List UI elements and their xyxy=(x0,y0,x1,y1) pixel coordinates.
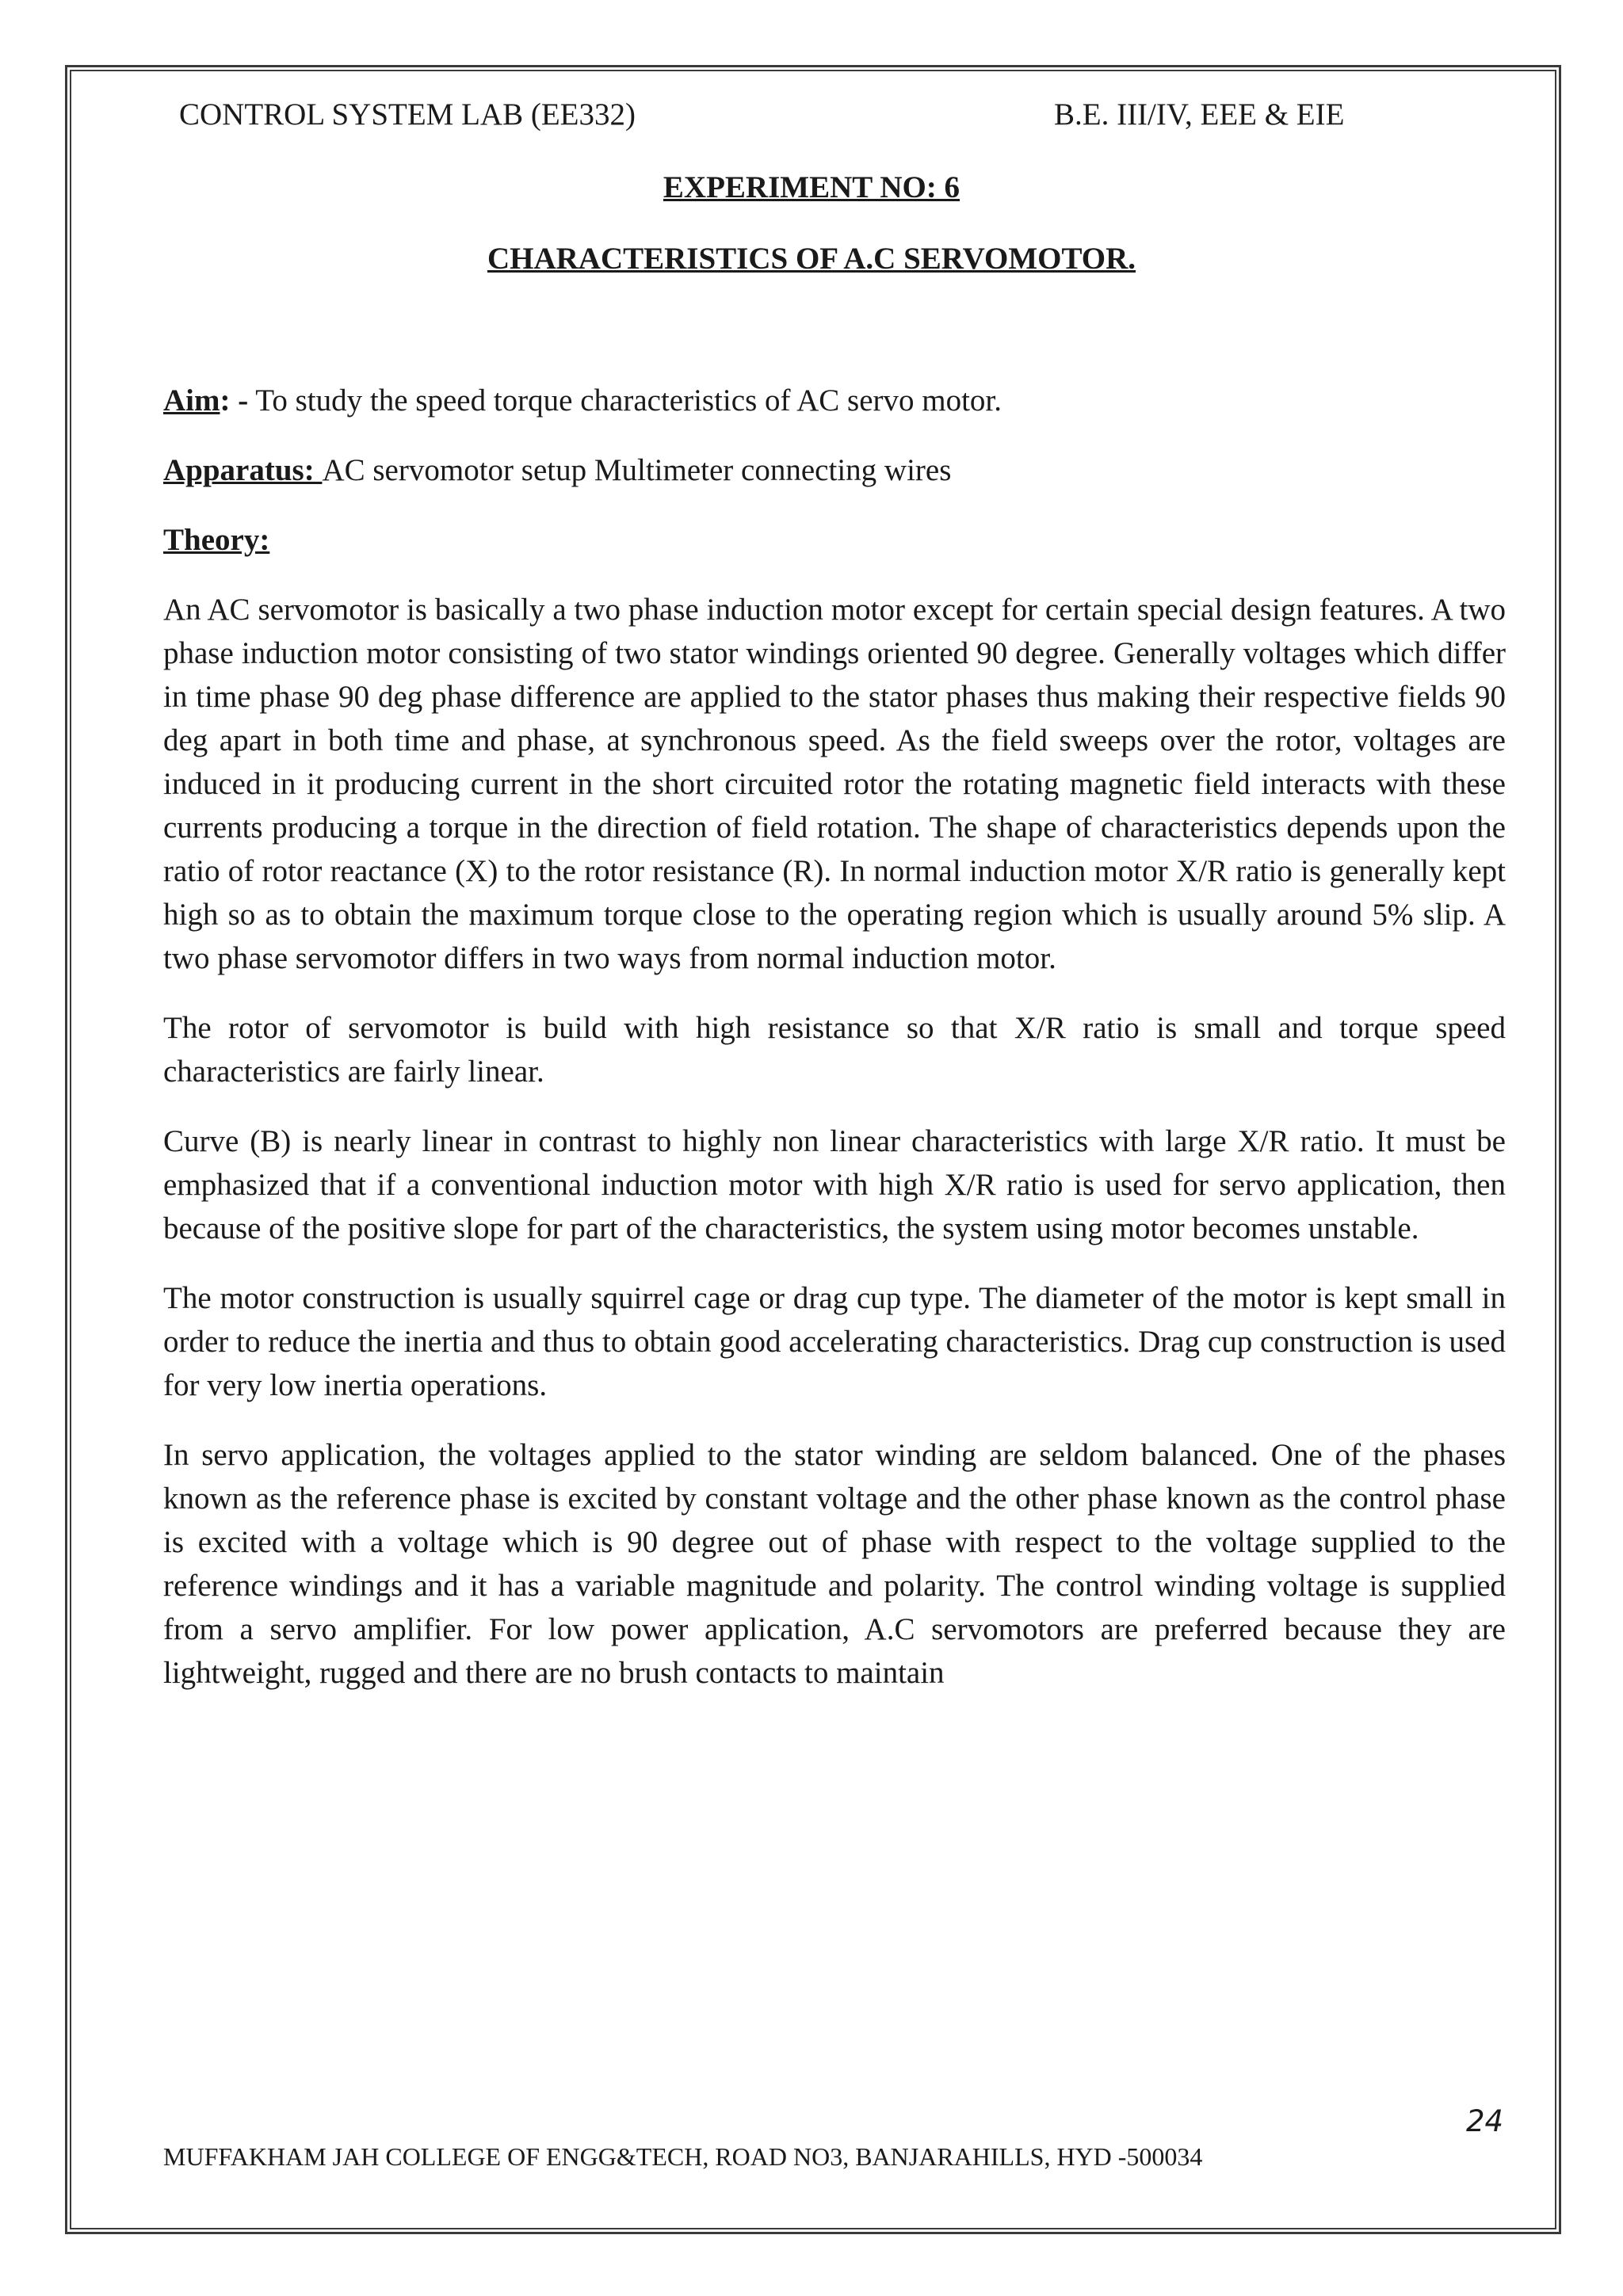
theory-paragraph: The motor construction is usually squirrel cage or drag cup type. The diameter of the motor is kept small in order to reduce the inertia and thus to obtain good accelerating characteristics. Drag cup construction is used for very low inertia operations. xyxy=(163,1281,1506,1402)
theory-paragraph: An AC servomotor is basically a two phase induction motor except for certain special design features. A two phase induction motor consisting of two stator windings oriented 90 degree. Generally voltages which differ in time phase 90 deg phase difference are applied to the stator phases thus making their respective fields 90 deg apart in both time and phase, at synchronous speed. As the field sweeps over the rotor, voltages are induced in it producing current in the short circuited rotor the rotating magnetic field interacts with these currents producing a torque in the direction of field rotation. The shape of characteristics depends upon the ratio of rotor reactance (X) to the rotor resistance (R). In normal induction motor X/R ratio is generally kept high so as to obtain the maximum torque close to the operating region which is usually around 5% slip. A two phase servomotor differs in two ways from normal induction motor. xyxy=(163,593,1506,975)
aim-label: Aim xyxy=(163,383,220,418)
theory-paragraph: The rotor of servomotor is build with high resistance so that X/R ratio is small and torque speed characteristics are fairly linear. xyxy=(163,1011,1506,1089)
header-program: B.E. III/IV, EEE & EIE xyxy=(1054,97,1345,132)
aim-separator: : - xyxy=(220,383,249,418)
theory-paragraph: In servo application, the voltages applied to the stator winding are seldom balanced. One of the phases known as the reference phase is excited by constant voltage and the other phase known as the control phase is excited with a voltage which is 90 degree out of phase with respect to the voltage supplied to the reference windings and it has a variable magnitude and polarity. The control winding voltage is supplied from a servo amplifier. For low power application, A.C servomotors are preferred because they are lightweight, rugged and there are no brush contacts to maintain xyxy=(163,1438,1506,1690)
theory-heading: Theory: xyxy=(163,523,270,557)
header-course: CONTROL SYSTEM LAB (EE332) xyxy=(179,97,636,132)
experiment-number: EXPERIMENT NO: 6 xyxy=(663,170,960,204)
aim-section xyxy=(163,379,1506,422)
theory-heading-row xyxy=(163,518,1506,562)
experiment-title: CHARACTERISTICS OF A.C SERVOMOTOR. xyxy=(487,242,1136,276)
footer-college: MUFFAKHAM JAH COLLEGE OF ENGG&TECH, ROAD NO3, BANJARAHILLS, HYD -500034 xyxy=(163,2142,1203,2171)
theory-paragraph: Curve (B) is nearly linear in contrast to highly non linear characteristics with large X/R ratio. It must be emphasized that if a conventional induction motor with high X/R ratio is used for servo application, then because of the positive slope for part of the characteristics, the system using motor becomes unstable. xyxy=(163,1124,1506,1245)
page-number: 24 xyxy=(1466,2104,1504,2138)
aim-text: To study the speed torque characteristics of AC servo motor. xyxy=(248,383,1002,418)
apparatus-section xyxy=(163,448,1506,492)
apparatus-text: AC servomotor setup Multimeter connecting wires xyxy=(322,453,952,487)
apparatus-label: Apparatus: xyxy=(163,453,323,487)
document-body xyxy=(163,379,1506,1721)
